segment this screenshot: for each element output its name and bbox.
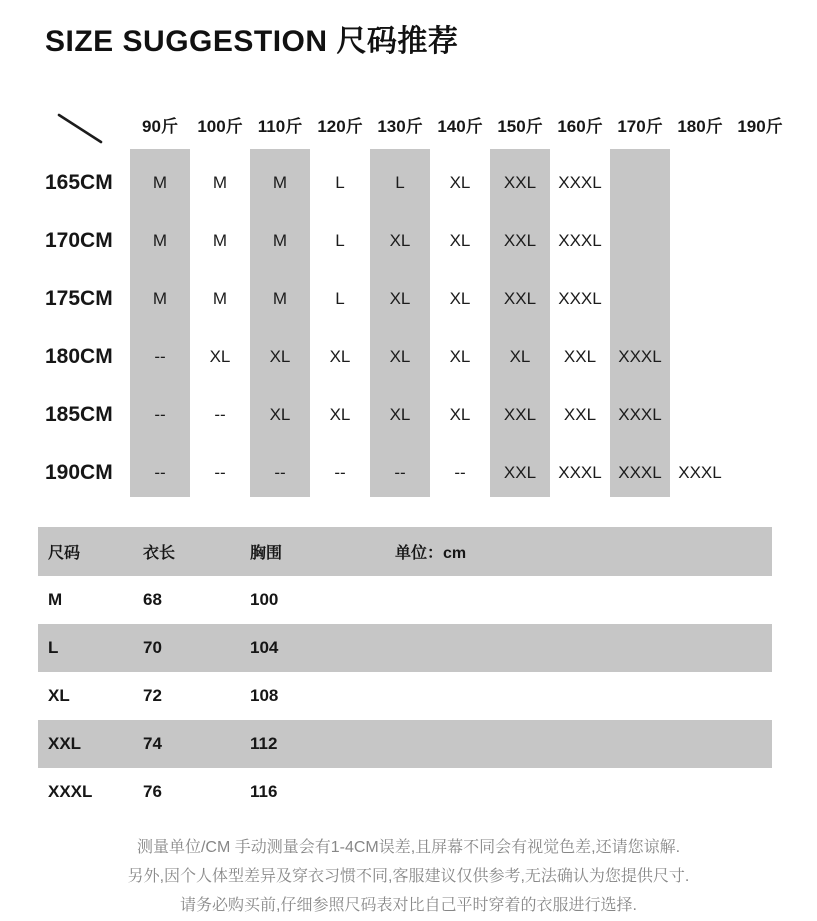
size-cell: XXXL: [558, 289, 602, 308]
size-cell: M: [130, 149, 190, 207]
size-cell: XL: [370, 265, 430, 323]
measurement-header-row: [38, 527, 772, 576]
measure-length-value: 68: [143, 590, 162, 609]
size-matrix-table: [40, 100, 790, 497]
height-label: 165CM: [45, 171, 113, 194]
size-cell: [670, 323, 730, 381]
measure-spacer-cell: [385, 720, 772, 768]
size-cell: XXXL: [678, 463, 722, 482]
weight-header: 120斤: [317, 117, 363, 136]
measure-length-value: 72: [143, 686, 162, 705]
size-cell: [670, 149, 730, 207]
size-cell: --: [370, 439, 430, 497]
weight-header: 150斤: [497, 117, 543, 136]
size-cell: XL: [329, 347, 351, 366]
matrix-row: [40, 439, 790, 497]
size-cell: XL: [209, 347, 231, 366]
weight-header: 90斤: [142, 117, 178, 136]
size-cell: --: [130, 439, 190, 497]
measure-chest-value: 108: [250, 686, 279, 705]
weight-header: 170斤: [617, 117, 663, 136]
matrix-row: [40, 149, 790, 207]
measure-row: [38, 672, 772, 720]
size-cell: XXL: [490, 149, 550, 207]
weight-header: 190斤: [737, 117, 783, 136]
measure-size-value: XXL: [48, 734, 82, 753]
matrix-corner-cell: [40, 100, 130, 149]
size-cell: --: [214, 463, 226, 482]
size-cell: XL: [490, 323, 550, 381]
size-cell: L: [370, 149, 430, 207]
unit-label: 单位：cm: [395, 545, 467, 562]
footer-notes: [0, 833, 817, 920]
height-label: 190CM: [45, 461, 113, 484]
measure-length-value: 74: [143, 734, 162, 753]
size-cell: XL: [250, 381, 310, 439]
height-label: 185CM: [45, 403, 113, 426]
measure-length-value: 76: [143, 782, 162, 801]
measure-header-length: 衣长: [143, 545, 176, 562]
size-cell: XL: [449, 173, 471, 192]
size-cell: [730, 323, 790, 381]
size-cell: XXXL: [558, 463, 602, 482]
height-label: 180CM: [45, 345, 113, 368]
size-cell: XXXL: [610, 439, 670, 497]
weight-header: 180斤: [677, 117, 723, 136]
size-cell: XXXL: [610, 381, 670, 439]
weight-header: 110斤: [257, 117, 303, 136]
footer-note-line: 请务必购买前,仔细参照尺码表对比自己平时穿着的衣服进行选择.: [180, 897, 637, 914]
measure-row: [38, 576, 772, 624]
size-cell: M: [212, 289, 228, 308]
size-cell: [730, 439, 790, 497]
size-cell: M: [250, 149, 310, 207]
size-cell: --: [454, 463, 466, 482]
measure-chest-value: 116: [250, 782, 278, 801]
measure-spacer-cell: [385, 672, 772, 720]
size-cell: XL: [449, 347, 471, 366]
measure-size-value: L: [48, 638, 59, 657]
size-cell: XXL: [490, 381, 550, 439]
size-cell: XL: [449, 405, 471, 424]
size-cell: --: [334, 463, 346, 482]
size-cell: XXL: [490, 207, 550, 265]
size-cell: [610, 207, 670, 265]
matrix-row: [40, 207, 790, 265]
size-cell: M: [212, 231, 228, 250]
size-cell: XXL: [563, 405, 597, 424]
weight-header: 140斤: [437, 117, 483, 136]
weight-header: 100斤: [197, 117, 243, 136]
weight-header: 130斤: [377, 117, 423, 136]
size-cell: XXXL: [558, 231, 602, 250]
measure-chest-value: 100: [250, 590, 279, 609]
size-cell: [670, 265, 730, 323]
footer-note-line: 另外,因个人体型差异及穿衣习惯不同,客服建议仅供参考,无法确认为您提供尺寸.: [127, 868, 690, 885]
size-cell: [730, 149, 790, 207]
diagonal-line-icon: [57, 113, 130, 145]
matrix-row: [40, 265, 790, 323]
height-label: 175CM: [45, 287, 113, 310]
measure-chest-value: 112: [250, 734, 278, 753]
height-label: 170CM: [45, 229, 113, 252]
size-cell: --: [130, 381, 190, 439]
size-cell: [730, 207, 790, 265]
size-cell: M: [130, 265, 190, 323]
size-cell: M: [212, 173, 228, 192]
measure-spacer-cell: [385, 768, 772, 816]
size-cell: --: [130, 323, 190, 381]
size-cell: M: [130, 207, 190, 265]
measure-chest-value: 104: [250, 638, 279, 657]
measure-row: [38, 720, 772, 768]
size-cell: L: [335, 173, 345, 192]
size-cell: [670, 207, 730, 265]
size-cell: [670, 381, 730, 439]
size-cell: XL: [250, 323, 310, 381]
measure-header-size: 尺码: [48, 545, 81, 562]
measure-size-value: XXXL: [48, 782, 93, 801]
footer-note-line: 测量单位/CM 手动测量会有1-4CM误差,且屏幕不同会有视觉色差,还请您谅解.: [136, 839, 681, 856]
size-cell: --: [250, 439, 310, 497]
measure-row: [38, 768, 772, 816]
size-cell: XXL: [563, 347, 597, 366]
size-cell: L: [335, 231, 345, 250]
size-cell: [730, 381, 790, 439]
size-cell: M: [250, 265, 310, 323]
measure-length-value: 70: [143, 638, 162, 657]
size-cell: [610, 265, 670, 323]
size-cell: XXXL: [610, 323, 670, 381]
size-cell: XL: [370, 207, 430, 265]
size-cell: XXL: [490, 265, 550, 323]
size-cell: XL: [449, 231, 471, 250]
measure-size-value: M: [48, 590, 63, 609]
page-title: SIZE SUGGESTION 尺码推荐: [45, 25, 459, 58]
size-cell: XL: [449, 289, 471, 308]
size-cell: XXL: [490, 439, 550, 497]
measure-row: [38, 624, 772, 672]
size-cell: [730, 265, 790, 323]
matrix-row: [40, 323, 790, 381]
size-cell: XL: [370, 381, 430, 439]
matrix-row: [40, 381, 790, 439]
size-cell: XL: [329, 405, 351, 424]
size-cell: L: [335, 289, 345, 308]
measurement-table: [38, 527, 772, 816]
size-cell: XXXL: [558, 173, 602, 192]
weight-header: 160斤: [557, 117, 603, 136]
size-cell: [610, 149, 670, 207]
size-cell: M: [250, 207, 310, 265]
size-cell: --: [214, 405, 226, 424]
measure-spacer-cell: [385, 624, 772, 672]
matrix-header-row: [40, 100, 790, 149]
measure-spacer-cell: [385, 576, 772, 624]
measure-header-chest: 胸围: [250, 545, 283, 562]
size-cell: XL: [370, 323, 430, 381]
measure-size-value: XL: [48, 686, 70, 705]
